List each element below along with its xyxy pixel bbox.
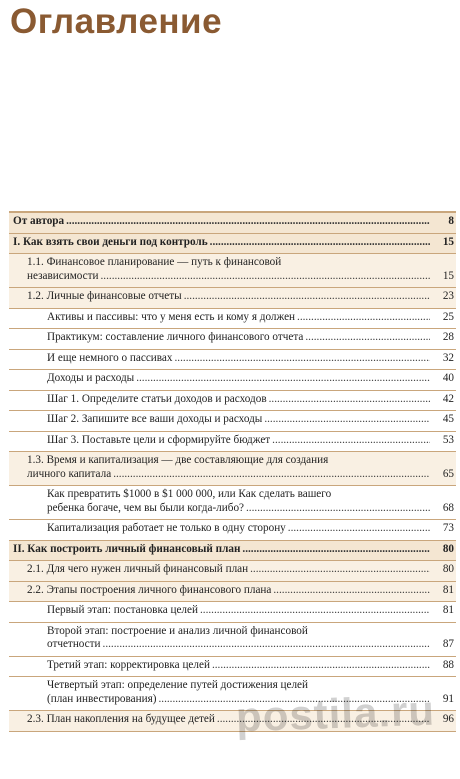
dot-leader (250, 563, 430, 577)
dot-leader (242, 543, 430, 557)
toc-entry-title (13, 215, 454, 229)
dot-leader (288, 522, 430, 536)
dot-leader (305, 331, 430, 345)
toc-entry[interactable] (9, 711, 456, 732)
toc-entry-title-line: И еще немного о пассивах (47, 351, 173, 364)
toc-entry-title-line: 1.1. Финансовое планирование — путь к финансовой (27, 256, 282, 268)
toc-entry-title-line: I. Как взять свои деньги под контроль (13, 235, 208, 248)
toc-entry-title-line: Шаг 2. Запишите все ваши доходы и расходы (47, 413, 263, 425)
toc-entry-title (47, 413, 454, 427)
toc-entry-title-line: отчетности (47, 638, 101, 650)
toc-page-number: 96 (442, 713, 454, 725)
toc-page-number: 73 (442, 522, 454, 534)
toc-entry[interactable] (9, 288, 456, 309)
toc-entry[interactable] (9, 411, 456, 432)
toc-page-number: 81 (442, 604, 454, 616)
dot-leader (272, 434, 430, 448)
toc-page-number: 8 (448, 215, 454, 227)
toc-entry-title (47, 372, 454, 386)
dot-leader (158, 693, 430, 707)
dot-leader (175, 352, 431, 366)
toc-page-number: 15 (442, 269, 454, 282)
toc-entry-title (47, 352, 454, 366)
toc-entry[interactable] (9, 677, 456, 711)
toc-entry-title-line: Шаг 1. Определите статьи доходов и расходов (47, 392, 267, 405)
toc-page-number: 40 (442, 372, 454, 384)
toc-entry-title (47, 522, 454, 536)
toc-entry[interactable] (9, 350, 456, 371)
dot-leader (136, 372, 430, 386)
toc-page-number: 88 (442, 658, 454, 671)
toc-entry-title-line: Второй этап: построение и анализ личной финансовой (47, 624, 308, 637)
dot-leader (217, 713, 430, 727)
toc-entry[interactable] (9, 520, 456, 541)
toc-entry[interactable] (9, 432, 456, 453)
toc-entry-title (27, 584, 454, 598)
dot-leader (210, 236, 430, 250)
toc-page-number: 28 (442, 331, 454, 343)
toc-page-number: 32 (442, 351, 454, 364)
toc-entry-title (47, 331, 454, 345)
toc-page-number: 53 (442, 433, 454, 446)
toc-entry-title (47, 659, 454, 673)
toc-entry-title (13, 236, 454, 250)
toc-entry-title-line: 2.3. План накопления на будущее детей (27, 713, 215, 725)
toc-page-number: 23 (442, 290, 454, 302)
toc-page-number: 81 (442, 583, 454, 596)
toc-entry[interactable] (9, 602, 456, 623)
toc-entry-title-line: 1.3. Время и капитализация — две составляющие для создания (27, 454, 329, 466)
toc-entry[interactable] (9, 213, 456, 234)
toc-entry-title (47, 393, 454, 407)
dot-leader (297, 311, 430, 325)
toc-entry[interactable] (9, 329, 456, 350)
dot-leader (264, 413, 430, 427)
toc-page-number: 80 (442, 563, 454, 575)
toc-entry-title-line: Шаг 3. Поставьте цели и сформируйте бюджет (47, 433, 271, 446)
table-of-contents (9, 211, 456, 732)
toc-entry-title (47, 488, 454, 515)
dot-leader (101, 270, 431, 284)
toc-entry-title (27, 454, 454, 481)
toc-page-number: 45 (442, 413, 454, 425)
toc-entry-title (27, 290, 454, 304)
toc-entry-title (47, 625, 454, 652)
toc-page-number: 15 (442, 235, 454, 248)
dot-leader (103, 638, 430, 652)
toc-page-number: 68 (442, 501, 454, 514)
toc-entry[interactable] (9, 254, 456, 288)
toc-page-number: 80 (442, 542, 454, 555)
toc-entry[interactable] (9, 582, 456, 603)
toc-entry[interactable] (9, 452, 456, 486)
dot-leader (269, 393, 430, 407)
toc-entry-title (47, 434, 454, 448)
dot-leader (200, 604, 430, 618)
toc-entry-title-line: Капитализация работает не только в одну сторону (47, 522, 286, 534)
toc-entry-title (27, 563, 454, 577)
toc-entry-title (47, 604, 454, 618)
toc-entry-title-line: 2.1. Для чего нужен личный финансовый план (27, 563, 249, 575)
dot-leader (113, 468, 430, 482)
toc-entry-title-line: ребенка богаче, чем вы были когда-либо? (47, 501, 244, 514)
toc-entry[interactable] (9, 234, 456, 255)
toc-entry-title-line: 2.2. Этапы построения личного финансового плана (27, 583, 272, 596)
toc-entry-title-line: Первый этап: постановка целей (47, 604, 198, 616)
toc-page-number: 42 (442, 392, 454, 405)
dot-leader (246, 502, 430, 516)
toc-entry[interactable] (9, 486, 456, 520)
dot-leader (184, 290, 430, 304)
toc-entry-title-line: 1.2. Личные финансовые отчеты (27, 290, 182, 302)
toc-entry-title-line: личного капитала (27, 467, 112, 480)
page-title: Оглавление (10, 2, 223, 41)
toc-entry[interactable] (9, 541, 456, 562)
toc-entry-title-line: Как превратить $1000 в $1 000 000, или Как сделать вашего (47, 488, 332, 500)
toc-entry-title (27, 713, 454, 727)
toc-entry-title-line: От автора (13, 215, 65, 227)
toc-entry-title (13, 543, 454, 557)
toc-entry[interactable] (9, 391, 456, 412)
toc-entry-title-line: Практикум: составление личного финансового отчета (47, 331, 304, 343)
toc-entry[interactable] (9, 309, 456, 330)
dot-leader (66, 215, 430, 229)
dot-leader (212, 659, 430, 673)
toc-entry-title (27, 256, 454, 283)
toc-entry-title-line: (план инвестирования) (47, 692, 157, 705)
toc-entry-title (47, 679, 454, 706)
toc-entry-title-line: Четвертый этап: определение путей достижения целей (47, 679, 308, 691)
toc-entry-title-line: Доходы и расходы (47, 372, 135, 384)
toc-page-number: 25 (442, 310, 454, 323)
toc-entry-title-line: II. Как построить личный финансовый план (13, 542, 241, 555)
toc-page-number: 65 (442, 467, 454, 480)
dot-leader (273, 584, 430, 598)
toc-entry[interactable] (9, 370, 456, 391)
toc-entry-title-line: Активы и пассивы: что у меня есть и кому я должен (47, 310, 296, 323)
toc-entry[interactable] (9, 561, 456, 582)
toc-page-number: 87 (442, 638, 454, 650)
toc-entry-title-line: Третий этап: корректировка целей (47, 658, 210, 671)
toc-entry-title-line: независимости (27, 269, 99, 282)
toc-entry[interactable] (9, 623, 456, 657)
toc-entry[interactable] (9, 657, 456, 678)
toc-entry-title (47, 311, 454, 325)
toc-page-number: 91 (442, 692, 454, 705)
